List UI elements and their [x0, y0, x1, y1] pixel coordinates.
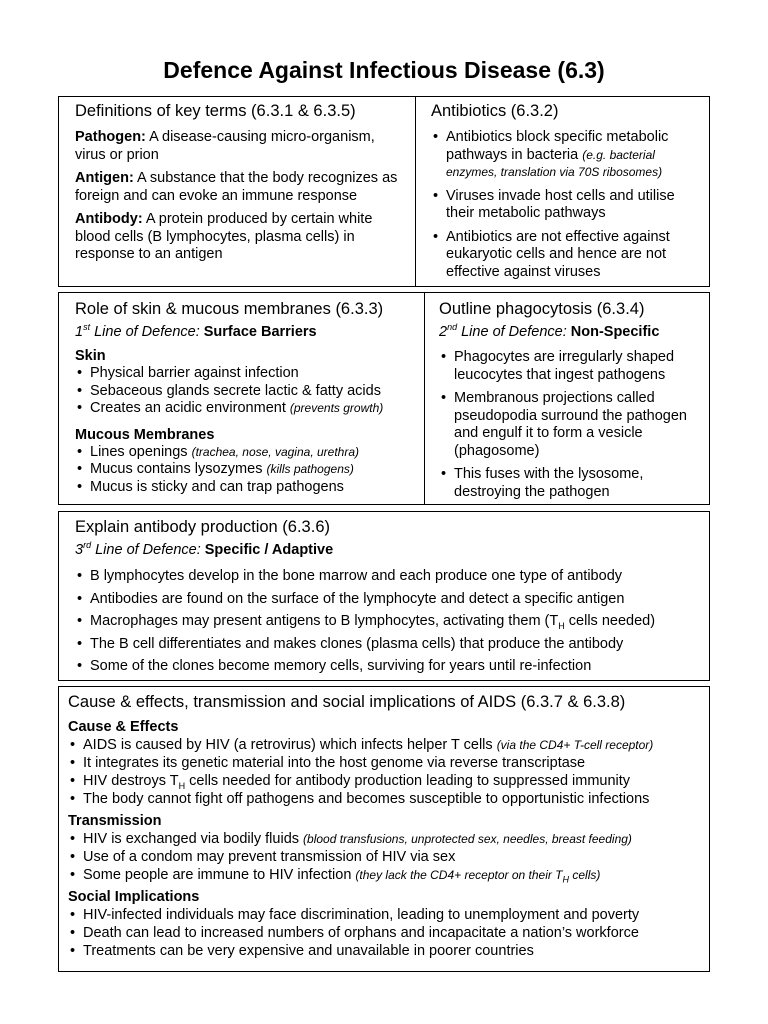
definitions-antibiotics-box: [58, 96, 710, 287]
list-item: • Sebaceous glands secrete lactic & fatty acids: [75, 383, 420, 401]
list-item: • Some people are immune to HIV infection (they lack the CD4+ receptor on their $T_H$ cells): [68, 866, 706, 884]
skin-subheading: Skin: [75, 348, 106, 364]
definitions-section: [75, 101, 405, 270]
definition-antigen: Antigen: A substance that the body recognizes as foreign and can evoke an immune response: [75, 170, 398, 204]
list-item: • Antibiotics block specific metabolic pathways in bacteria (e.g. bacterial enzymes, translation via 70S ribosomes): [431, 129, 703, 182]
social-subheading: Social Implications: [68, 889, 200, 905]
antibody-section: [75, 517, 705, 681]
antibody-production-box: [58, 511, 710, 681]
list-item: • The body cannot fight off pathogens and becomes susceptible to opportunistic infections: [68, 790, 706, 808]
list-item: • Creates an acidic environment (prevents growth): [75, 400, 420, 418]
antibiotics-heading: Antibiotics (6.3.2): [431, 102, 559, 120]
transmission-subheading: Transmission: [68, 813, 162, 829]
page-title: Defence Against Infectious Disease (6.3): [163, 57, 605, 83]
list-item: • Use of a condom may prevent transmission of HIV via sex: [68, 848, 706, 866]
definition-pathogen: Pathogen: A disease-causing micro-organism, virus or prion: [75, 129, 375, 163]
list-item: • Some of the clones become memory cells, surviving for years until re-infection: [75, 658, 705, 676]
list-item: • Antibodies are found on the surface of the lymphocyte and detect a specific antigen: [75, 591, 705, 609]
list-item: • Physical barrier against infection: [75, 365, 420, 383]
aids-heading: Cause & effects, transmission and social implications of AIDS (6.3.7 & 6.3.8): [68, 693, 626, 711]
cause-subheading: Cause & Effects: [68, 719, 179, 735]
list-item: • Macrophages may present antigens to B lymphocytes, activating them ($T_H$ cells needed): [75, 613, 705, 631]
mucous-subheading: Mucous Membranes: [75, 426, 215, 443]
aids-section: [68, 692, 706, 960]
list-item: • Lines openings (trachea, nose, vagina, urethra): [75, 444, 420, 462]
skin-section: [75, 299, 420, 496]
list-item: • Treatments can be very expensive and unavailable in poorer countries: [68, 942, 706, 960]
list-item: • Membranous projections called pseudopodia surround the pathogen and engulf it to form a vesicle (phagosome): [439, 390, 705, 460]
skin-phagocytosis-box: [58, 292, 710, 505]
list-item: • Antibiotics are not effective against eukaryotic cells and hence are not effective against viruses: [431, 229, 703, 282]
list-item: • HIV destroys $T_H$ cells needed for antibody production leading to suppressed immunity: [68, 772, 706, 790]
list-item: • Mucus contains lysozymes (kills pathogens): [75, 461, 420, 479]
list-item: • HIV is exchanged via bodily fluids (blood transfusions, unprotected sex, needles, breast feeding): [68, 830, 706, 848]
line-of-defence: 1st Line of Defence: Surface Barriers: [75, 322, 317, 340]
list-item: • This fuses with the lysosome, destroying the pathogen: [439, 466, 705, 501]
list-item: • HIV-infected individuals may face discrimination, leading to unemployment and poverty: [68, 906, 706, 924]
aids-box: [58, 686, 710, 972]
list-item: • B lymphocytes develop in the bone marrow and each produce one type of antibody: [75, 568, 705, 586]
antibiotics-section: [431, 101, 703, 281]
list-item: • It integrates its genetic material into the host genome via reverse transcriptase: [68, 754, 706, 772]
definitions-heading: Definitions of key terms (6.3.1 & 6.3.5): [75, 102, 356, 120]
list-item: • Mucus is sticky and can trap pathogens: [75, 479, 420, 497]
phagocytosis-section: [439, 299, 705, 501]
line-of-defence: 3rd Line of Defence: Specific / Adaptive: [75, 540, 334, 558]
list-item: • Phagocytes are irregularly shaped leucocytes that ingest pathogens: [439, 349, 705, 384]
antibody-heading: Explain antibody production (6.3.6): [75, 518, 330, 536]
line-of-defence: 2nd Line of Defence: Non-Specific: [439, 322, 660, 340]
phagocytosis-heading: Outline phagocytosis (6.3.4): [439, 300, 645, 318]
definition-antibody: Antibody: A protein produced by certain white blood cells (B lymphocytes, plasma cells) in response to an antigen: [75, 211, 373, 262]
list-item: • The B cell differentiates and makes clones (plasma cells) that produce the antibody: [75, 636, 705, 654]
list-item: • AIDS is caused by HIV (a retrovirus) which infects helper T cells (via the CD4+ T-cell receptor): [68, 736, 706, 754]
list-item: • Death can lead to increased numbers of orphans and incapacitate a nation’s workforce: [68, 924, 706, 942]
divider: [424, 293, 425, 504]
divider: [415, 97, 416, 286]
list-item: • Viruses invade host cells and utilise their metabolic pathways: [431, 188, 703, 223]
skin-heading: Role of skin & mucous membranes (6.3.3): [75, 300, 384, 318]
